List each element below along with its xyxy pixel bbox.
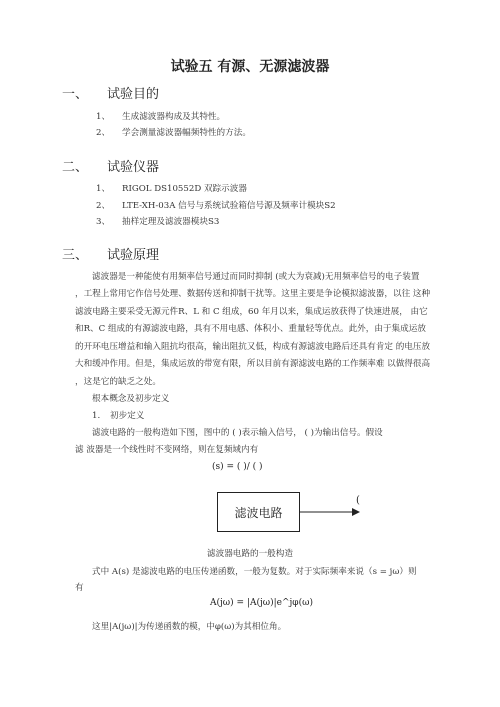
- principle-line: 大和缓冲作用。但是，集成运放的带宽有限，所以目前有源滤波电路的工作频率难 以做得很高: [75, 359, 431, 369]
- section-heading-instruments: [62, 156, 159, 175]
- definition-title: 初步定义: [110, 411, 145, 421]
- section-number: 三、: [62, 248, 89, 263]
- list-item: [96, 199, 336, 211]
- item-text: RIGOL DS10552D 双踪示波器: [122, 184, 247, 194]
- section-title: 试验原理: [107, 248, 160, 263]
- page-title: 试验五 有源、无源滤波器: [170, 59, 330, 75]
- where-line: 式中 A(s) 是滤波电路的电压传递函数，一般为复数。对于实际频率来说（s = jω）则: [92, 567, 417, 577]
- principle-line: ，这是它的缺乏之处。: [75, 377, 161, 387]
- definition-heading: [92, 409, 144, 421]
- item-text: 学会测量滤波器幅频特性的方法。: [122, 128, 251, 138]
- item-text: 生成滤波器构成及其特性。: [122, 112, 226, 122]
- principle-line: 和R、C 组成的有源滤波电路，具有不用电感、体积小、重量轻等优点。此外，由于集成运放: [75, 324, 426, 334]
- principle-line: ，工程上常用它作信号处理、数据传送和抑制干扰等。这里主要是争论模拟滤波器，以往 这种: [75, 289, 431, 299]
- item-number: 2、: [96, 201, 111, 211]
- filter-circuit-label: 滤波电路: [234, 505, 283, 520]
- section-heading-principle: [62, 244, 159, 263]
- principle-line: 的开环电压增益和输入阻抗均很高，输出阻抗又低，构成有源滤波电路后还具有肯定 的电压放: [75, 342, 431, 352]
- item-text: 抽样定理及滤波器模块S3: [122, 217, 220, 227]
- section-title: 试验仪器: [107, 160, 160, 175]
- list-item: [96, 110, 225, 122]
- concept-heading: 根本概念及初步定义: [92, 394, 170, 404]
- item-number: 3、: [96, 217, 111, 227]
- item-text: LTE-XH-03A 信号与系统试验箱信号源及频率计模块S2: [122, 201, 336, 211]
- principle-line: 滤波电路主要采受无源元件R、L 和 C 组成，60 年月以来，集成运放获得了快速进展， 由它: [75, 307, 428, 317]
- section-title: 试验目的: [107, 87, 160, 102]
- item-number: 1、: [96, 184, 111, 194]
- transfer-function-formula: (s) = ( )/ ( ): [212, 462, 263, 472]
- principle-line: 滤波器是一种能使有用频率信号通过而同时抑制 (或大为衰减)无用频率信号的电子装置: [92, 272, 420, 282]
- section-heading-purpose: [62, 83, 159, 102]
- diagram-caption: 滤波器电路的一般构造: [207, 549, 293, 559]
- list-item: [96, 126, 251, 138]
- list-item: [96, 182, 247, 194]
- section-number: 二、: [62, 160, 89, 175]
- definition-line: 滤 波器是一个线性时不变网络，则在复频域内有: [75, 445, 259, 455]
- definition-number: 1.: [92, 411, 101, 421]
- frequency-response-formula: A(jω) = |A(jω)|e^jφ(ω): [210, 598, 313, 608]
- list-item: [96, 215, 219, 227]
- item-number: 1、: [96, 112, 111, 122]
- filter-circuit-box: [217, 492, 300, 532]
- definition-line: 滤波电路的一般构造如下图，图中的 ( )表示输入信号， ( )为输出信号。假设: [92, 428, 383, 438]
- section-number: 一、: [62, 87, 89, 102]
- where-line: 有: [75, 583, 84, 593]
- item-number: 2、: [96, 128, 111, 138]
- output-arrow: [300, 500, 360, 524]
- phase-description-line: 这里|A(jω)|为传递函数的模，中φ(ω)为其相位角。: [92, 622, 287, 632]
- output-signal-mark: (: [356, 495, 360, 506]
